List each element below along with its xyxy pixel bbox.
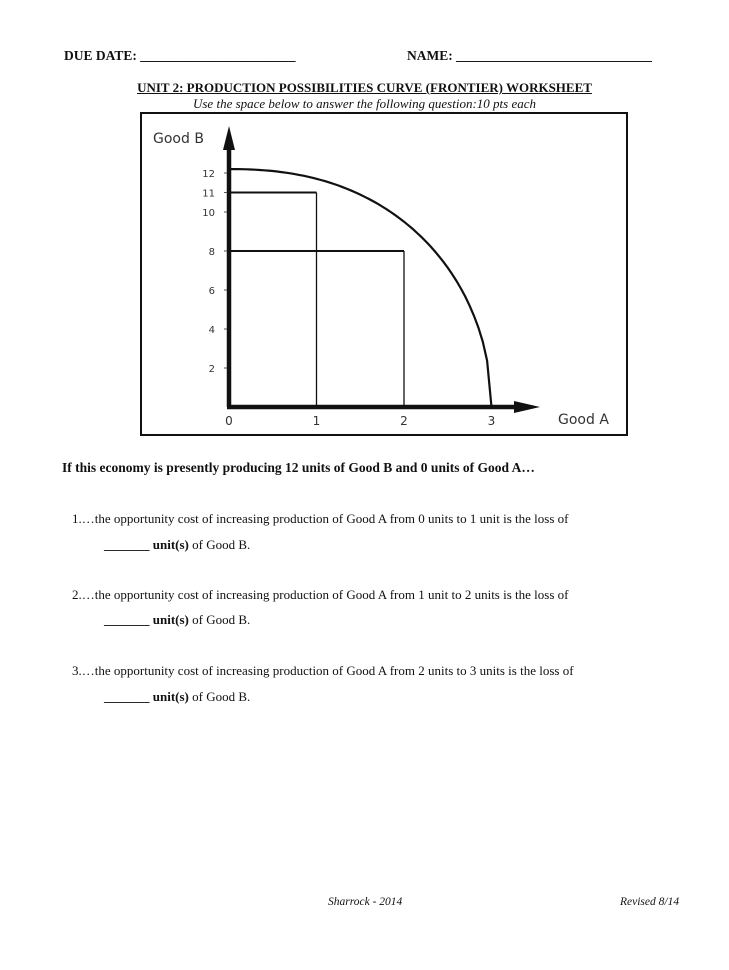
question-3-unit-label: unit(s) [152, 689, 189, 704]
y-tick-label-2: 2 [208, 364, 215, 375]
x-tick-label-2: 2 [400, 414, 408, 428]
question-1-blank[interactable]: _______ [104, 537, 150, 552]
x-tick-label-1: 1 [312, 414, 321, 428]
question-2-blank[interactable]: _______ [104, 612, 150, 627]
question-3-text: 3.…the opportunity cost of increasing production of Good A from 2 units to 3 units is the loss of [72, 663, 574, 678]
y-tick-label-12: 12 [202, 169, 215, 180]
due-date-blank[interactable]: _______________________ [140, 48, 296, 63]
y-tick-label-10: 10 [202, 208, 215, 219]
worksheet-subtitle: Use the space below to answer the following question:10 pts each [192, 96, 536, 111]
due-date-field [64, 48, 296, 64]
y-tick-labels [202, 169, 227, 375]
ppc-chart-frame [140, 112, 628, 436]
question-1-suffix: of Good B. [192, 537, 251, 552]
question-1-answer-line [104, 537, 250, 553]
question-2-suffix: of Good B. [192, 612, 251, 627]
name-field [407, 48, 652, 64]
question-2-unit-label: unit(s) [152, 612, 189, 627]
y-tick-label-11: 11 [202, 188, 215, 200]
question-2-answer-line [104, 612, 250, 628]
question-3-blank[interactable]: _______ [104, 689, 150, 704]
question-1-text: 1.…the opportunity cost of increasing production of Good A from 0 units to 1 unit is the loss of [72, 511, 569, 526]
guide-lines [229, 193, 404, 408]
worksheet-title: UNIT 2: PRODUCTION POSSIBILITIES CURVE (FRONTIER) WORKSHEET [137, 80, 592, 95]
question-intro: If this economy is presently producing 12 units of Good B and 0 units of Good A… [62, 460, 535, 475]
x-axis-arrow [514, 401, 540, 413]
question-2-text: 2.…the opportunity cost of increasing production of Good A from 1 unit to 2 units is the loss of [72, 587, 569, 602]
y-tick-label-4: 4 [208, 325, 215, 336]
ppc-curve [229, 169, 492, 407]
question-3-answer-line [104, 689, 250, 705]
footer-revised: Revised 8/14 [620, 896, 680, 908]
y-axis-label: Good B [153, 131, 204, 147]
x-tick-label-0: 0 [225, 414, 233, 428]
x-tick-label-3: 3 [487, 414, 496, 428]
name-label: NAME: [407, 48, 453, 63]
y-tick-label-8: 8 [208, 247, 215, 258]
x-axis-label: Good A [558, 412, 609, 428]
ppc-chart [142, 114, 626, 434]
question-1-unit-label: unit(s) [152, 537, 189, 552]
name-blank[interactable]: _____________________________ [456, 48, 652, 63]
due-date-label: DUE DATE: [64, 48, 137, 63]
y-tick-label-6: 6 [208, 286, 215, 297]
y-axis-arrow [223, 126, 235, 150]
footer-author: Sharrock - 2014 [328, 896, 403, 908]
question-3-suffix: of Good B. [192, 689, 251, 704]
x-tick-labels [225, 414, 495, 428]
